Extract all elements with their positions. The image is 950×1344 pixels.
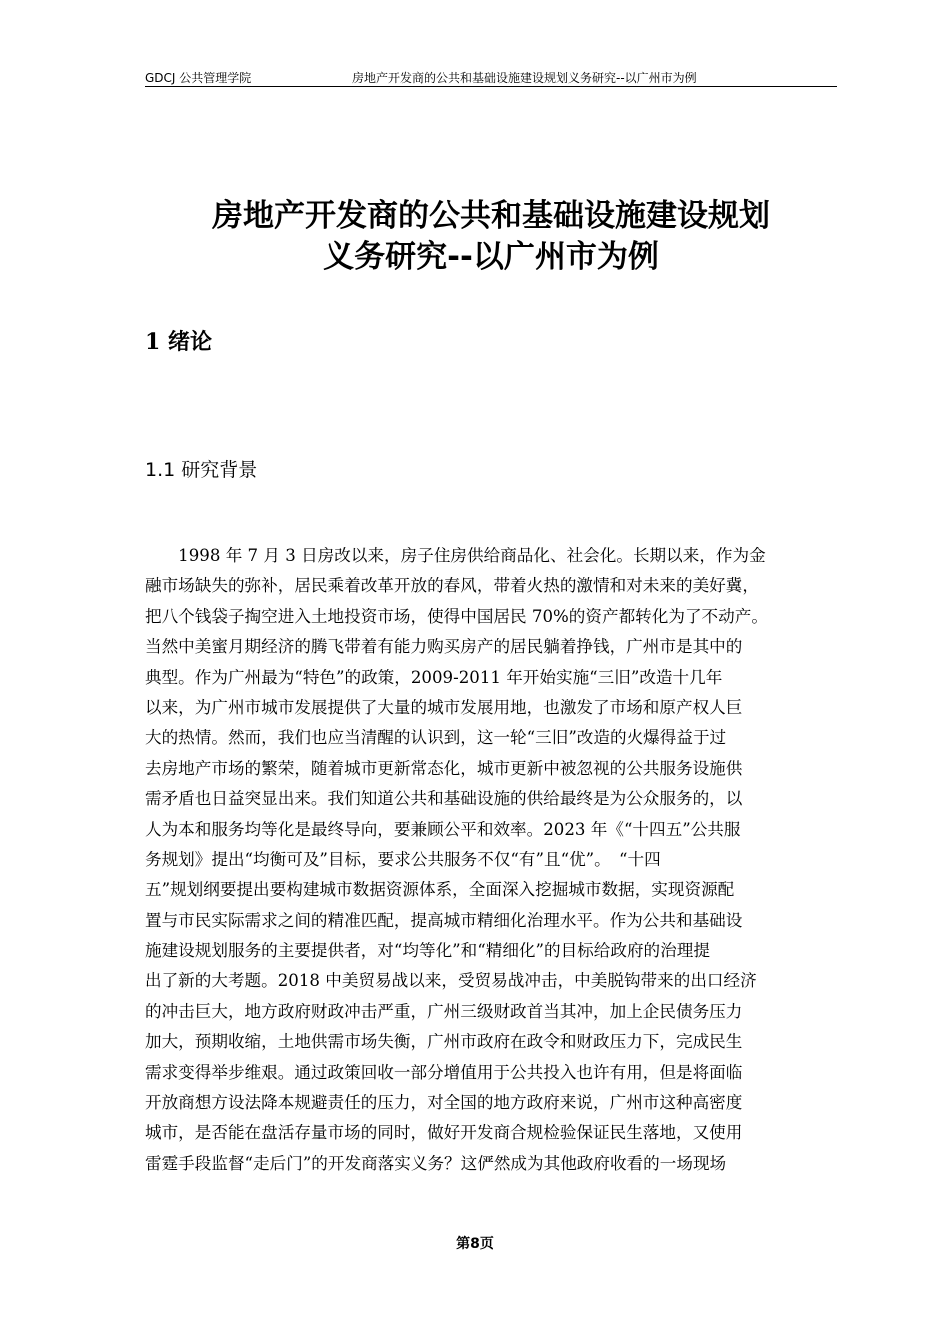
body-line: 加大，预期收缩，土地供需市场失衡，广州市政府在政令和财政压力下，完成民生 [145, 1032, 743, 1052]
body-line: 务规划》提出“均衡可及”目标，要求公共服务不仅“有”且“优”。 “十四 [145, 849, 661, 869]
body-line: 当然中美蜜月期经济的腾飞带着有能力购买房产的居民躺着挣钱，广州市是其中的 [145, 637, 743, 657]
body-line: 需矛盾也日益突显出来。我们知道公共和基础设施的供给最终是为公众服务的，以 [145, 789, 743, 809]
body-line: 雷霆手段监督“走后门”的开发商落实义务？这俨然成为其他政府收看的一场现场 [145, 1153, 727, 1173]
body-line: 开放商想方设法降本规避责任的压力，对全国的地方政府来说，广州市这种高密度 [145, 1093, 743, 1113]
header-running-title: 房地产开发商的公共和基础设施建设规划义务研究--以广州市为例 [352, 71, 697, 85]
body-line: 置与市民实际需求之间的精准匹配，提高城市精细化治理水平。作为公共和基础设 [145, 910, 743, 930]
body-line: 去房地产市场的繁荣，随着城市更新常态化，城市更新中被忽视的公共服务设施供 [145, 758, 743, 778]
header-institution: GDCJ 公共管理学院 [145, 71, 252, 85]
body-line: 1998 年 7 月 3 日房改以来，房子住房供给商品化、社会化。长期以来，作为金 [145, 546, 766, 565]
section-heading: 1 绪论 [145, 329, 212, 355]
body-line: 施建设规划服务的主要提供者，对“均等化”和“精细化”的目标给政府的治理提 [145, 941, 710, 961]
subsection-heading: 1.1 研究背景 [145, 459, 258, 481]
title-line-1: 房地产开发商的公共和基础设施建设规划 [212, 198, 770, 234]
page-number: 第8页 [456, 1236, 494, 1252]
body-line: 把八个钱袋子掏空进入土地投资市场，使得中国居民 70%的资产都转化为了不动产。 [145, 606, 768, 626]
body-line: 需求变得举步维艰。通过政策回收一部分增值用于公共投入也许有用，但是将面临 [145, 1062, 743, 1082]
body-line: 典型。作为广州最为“特色”的政策，2009-2011 年开始实施“三旧”改造十几年 [145, 667, 723, 687]
document-title [145, 196, 837, 278]
page-header [145, 68, 837, 87]
body-paragraph [145, 541, 845, 1179]
title-line-2: 义务研究--以广州市为例 [323, 239, 659, 275]
body-line: 人为本和服务均等化是最终导向，要兼顾公平和效率。2023 年《“十四五”公共服 [145, 819, 741, 839]
body-line: 出了新的大考题。2018 中美贸易战以来，受贸易战冲击，中美脱钩带来的出口经济 [145, 971, 757, 991]
body-line: 大的热情。然而，我们也应当清醒的认识到，这一轮“三旧”改造的火爆得益于过 [145, 728, 727, 748]
body-line: 以来，为广州市城市发展提供了大量的城市发展用地，也激发了市场和原产权人巨 [145, 697, 743, 717]
body-line: 的冲击巨大，地方政府财政冲击严重，广州三级财政首当其冲，加上企民债务压力 [145, 1001, 743, 1021]
body-line: 融市场缺失的弥补，居民乘着改革开放的春风，带着火热的激情和对未来的美好冀， [145, 576, 759, 596]
body-line: 五”规划纲要提出要构建城市数据资源体系，全面深入挖掘城市数据，实现资源配 [145, 880, 735, 900]
body-line: 城市，是否能在盘活存量市场的同时，做好开发商合规检验保证民生落地，又使用 [145, 1123, 743, 1143]
